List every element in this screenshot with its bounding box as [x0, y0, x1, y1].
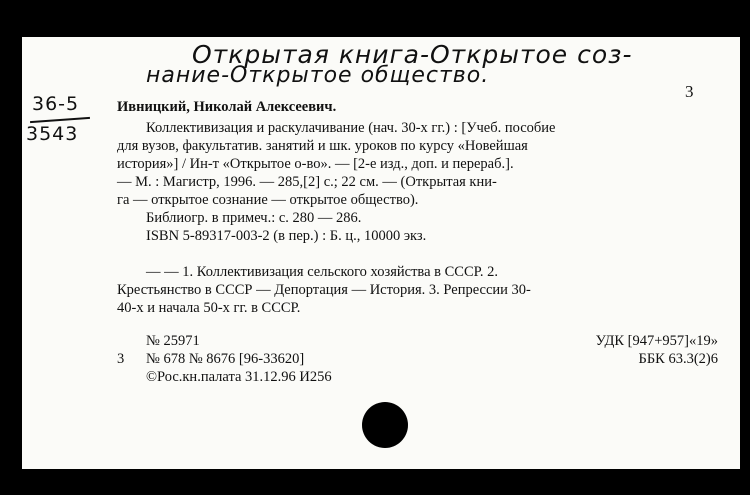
shelf-mark-bottom: 3543: [26, 123, 79, 145]
copy-count: 3: [117, 351, 125, 367]
subject-line-3: 40-х и начала 50-х гг. в СССР.: [117, 300, 301, 316]
handwritten-title-line-2: нание-Открытое общество.: [146, 63, 490, 88]
description-line-3: история»] / Ин-т «Открытое о-во». — [2-е изд., доп. и перераб.].: [117, 156, 514, 172]
punch-hole: [362, 402, 408, 448]
isbn-line: ISBN 5-89317-003-2 (в пер.) : Б. ц., 10000 экз.: [146, 228, 427, 244]
description-line-2: для вузов, факультатив. занятий и шк. уроков по курсу «Новейшая: [117, 138, 528, 154]
description-line-1: Коллективизация и раскулачивание (нач. 30-х гг.) : [Учеб. пособие: [146, 120, 556, 136]
bibliography-note: Библиогр. в примеч.: с. 280 — 286.: [146, 210, 362, 226]
book-chamber-stamp: ©Рос.кн.палата 31.12.96 И256: [146, 369, 332, 385]
handwritten-title-line-1: Открытая книга-Открытое соз-: [192, 40, 633, 69]
subject-line-2: Крестьянство в СССР — Депортация — История. 3. Репрессии 30-: [117, 282, 531, 298]
subject-line-1: — — 1. Коллективизация сельского хозяйства в СССР. 2.: [146, 264, 499, 280]
registration-numbers: № 678 № 8676 [96-33620]: [146, 351, 305, 367]
card-number: № 25971: [146, 333, 200, 349]
author-heading: Ивницкий, Николай Алексеевич.: [117, 99, 337, 115]
description-line-4: — М. : Магистр, 1996. — 285,[2] с.; 22 см. — (Открытая кни-: [117, 174, 497, 190]
card-corner-number: 3: [685, 82, 694, 101]
udk-code: УДК [947+957]«19»: [595, 333, 718, 349]
description-line-5: га — открытое сознание — открытое общество).: [117, 192, 419, 208]
shelf-mark-top: 36-5: [32, 93, 80, 115]
bbk-code: ББК 63.3(2)6: [638, 351, 718, 367]
